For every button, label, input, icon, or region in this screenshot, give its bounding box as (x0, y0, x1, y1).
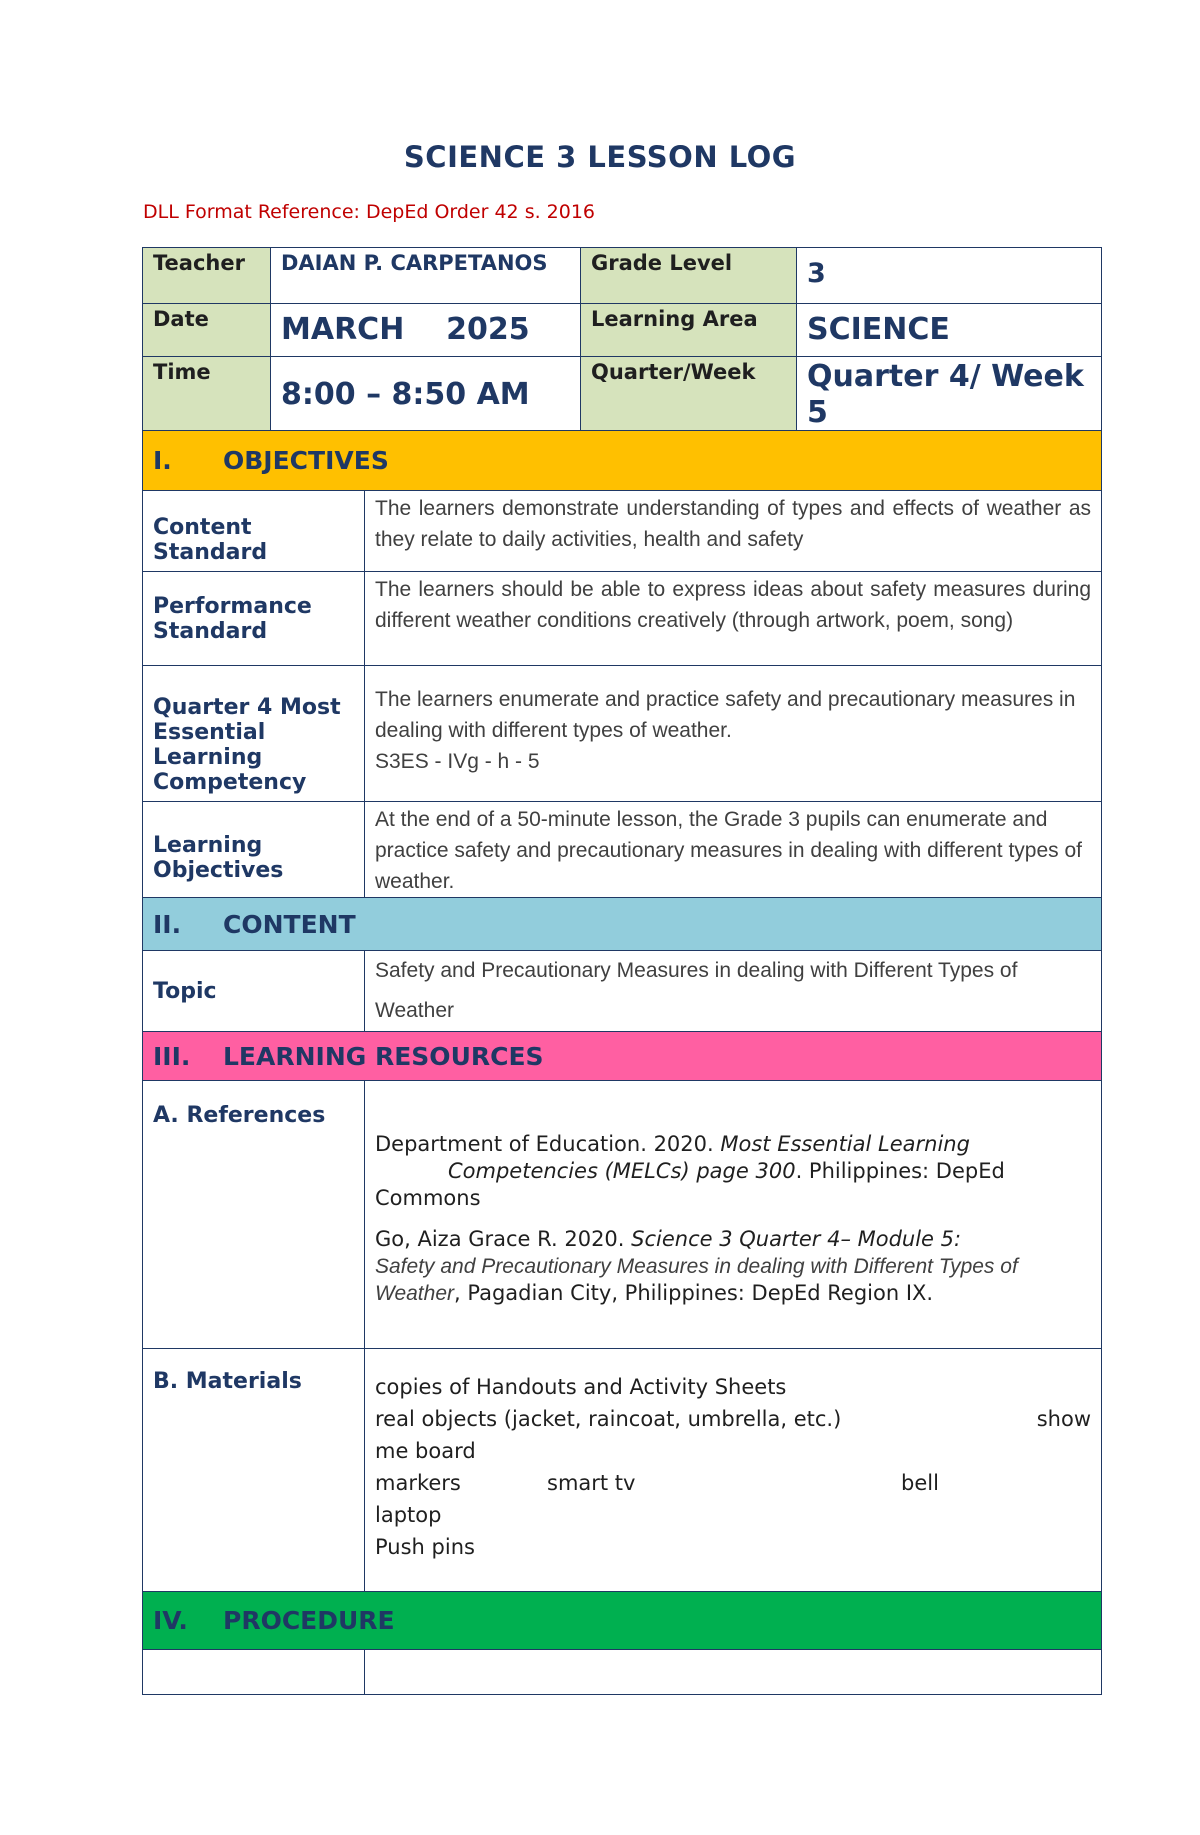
references-label: A. References (143, 1081, 365, 1349)
performance-standard-text: The learners should be able to express ideas about safety measures during different weather conditions creatively (through artwork, poem, song) (365, 572, 1102, 666)
quarter-week-value: Quarter 4/ Week 5 (797, 357, 1102, 432)
format-reference: DLL Format Reference: DepEd Order 42 s. 2016 (143, 201, 596, 223)
references-row (143, 1081, 1102, 1349)
lesson-table (142, 430, 1102, 1695)
content-standard-row (143, 491, 1102, 572)
material-item: me board (375, 1439, 476, 1463)
section-title: CONTENT (223, 909, 356, 939)
section-number: I. (153, 446, 172, 475)
content-section-header (143, 898, 1102, 951)
procedure-section-header (143, 1592, 1102, 1650)
resources-section-header (143, 1032, 1102, 1081)
objectives-section-header (143, 431, 1102, 491)
learning-area-label: Learning Area (581, 304, 797, 357)
reference-item: Department of Education. 2020. Most Essential Learning (375, 1132, 970, 1156)
info-table (142, 247, 1102, 432)
teacher-label: Teacher (143, 248, 271, 304)
section-title: OBJECTIVES (223, 446, 389, 475)
learning-objectives-row (143, 802, 1102, 898)
time-value: 8:00 – 8:50 AM (271, 357, 581, 432)
date-value: MARCH 2025 (271, 304, 581, 357)
material-item: copies of Handouts and Activity Sheets (375, 1375, 787, 1399)
content-standard-text: The learners demonstrate understanding of types and effects of weather as they relate to daily activities, health and safety (365, 491, 1102, 572)
content-standard-label: Content Standard (143, 491, 365, 572)
melc-label: Quarter 4 Most Essential Learning Competency (143, 666, 365, 802)
learning-area-value: SCIENCE (797, 304, 1102, 357)
performance-standard-row (143, 572, 1102, 666)
performance-standard-label: Performance Standard (143, 572, 365, 666)
section-number: II. (153, 909, 182, 939)
learning-objectives-text: At the end of a 50-minute lesson, the Grade 3 pupils can enumerate and practice safety and precautionary measures in dealing with different types of weather. (365, 802, 1102, 898)
material-item: smart tv (547, 1471, 636, 1495)
melc-code: S3ES - IVg - h - 5 (375, 750, 540, 773)
reference-item: Go, Aiza Grace R. 2020. Science 3 Quarter 4– Module 5: (375, 1227, 962, 1251)
topic-row (143, 951, 1102, 1032)
melc-text: The learners enumerate and practice safety and precautionary measures in dealing with different types of weather. (375, 688, 1076, 742)
learning-objectives-label: Learning Objectives (143, 802, 365, 898)
materials-row (143, 1349, 1102, 1592)
procedure-empty-row (143, 1650, 1102, 1695)
materials-list: copies of Handouts and Activity Sheets real objects (jacket, raincoat, umbrella, etc.) show me board markers smart tv bell laptop Push pins (365, 1349, 1102, 1592)
material-item: Push pins (375, 1535, 475, 1559)
grade-level-label: Grade Level (581, 248, 797, 304)
material-item: markers (375, 1471, 461, 1495)
time-label: Time (143, 357, 271, 432)
section-number: III. (153, 1041, 191, 1071)
material-item: bell (901, 1471, 939, 1495)
material-item: real objects (jacket, raincoat, umbrella, etc.) (375, 1407, 842, 1431)
references-list: Department of Education. 2020. Most Essential Learning Competencies (MELCs) page 300. Philippines: DepEd Commons Go, Aiza Grace R. 2020. Science 3 Quarter 4– Module 5: Safety and Precautionary Measures in dealing with Different Types of Weather, Pagadian City, Philippines: DepEd Region IX. (365, 1081, 1102, 1349)
teacher-value: DAIAN P. CARPETANOS (271, 248, 581, 304)
material-item: laptop (375, 1503, 442, 1527)
section-title: LEARNING RESOURCES (223, 1041, 544, 1071)
page-title: SCIENCE 3 LESSON LOG (403, 140, 797, 174)
date-label: Date (143, 304, 271, 357)
topic-label: Topic (143, 951, 365, 1032)
quarter-week-label: Quarter/Week (581, 357, 797, 432)
melc-row (143, 666, 1102, 802)
topic-text: Safety and Precautionary Measures in dealing with Different Types of Weather (365, 951, 1102, 1032)
grade-level-value: 3 (797, 248, 1102, 304)
section-title: PROCEDURE (223, 1606, 395, 1635)
section-number: IV. (153, 1606, 188, 1635)
materials-label: B. Materials (143, 1349, 365, 1592)
